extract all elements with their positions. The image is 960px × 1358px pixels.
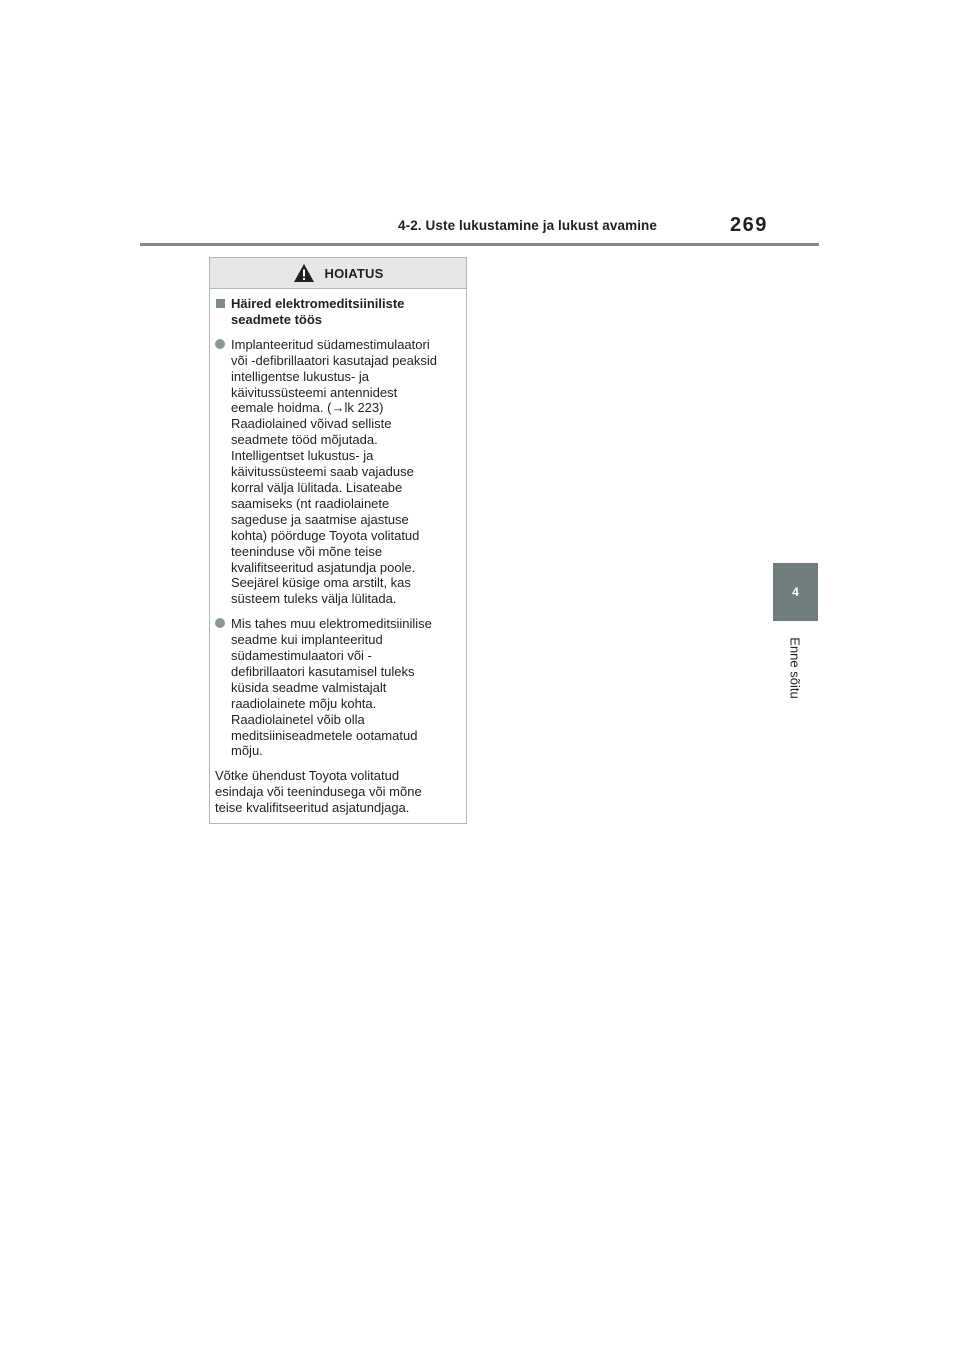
- header-rule: [140, 243, 819, 246]
- warning-body: [210, 289, 466, 816]
- chapter-title: Enne sõitu: [787, 637, 803, 699]
- chapter-tab: [773, 563, 818, 621]
- list-item: [215, 616, 460, 759]
- list-item-text: Mis tahes muu elektromeditsiinilise seadme kui implanteeritud südamestimulaatori või - defibrillaatori kasutamisel tuleks küsida seadme valmistajalt raadiolainete mõju kohta. Raadiolainetel võib olla meditsiiniseadmetele ootamatud mõju.: [231, 616, 432, 759]
- list-item-text: Implanteeritud südamestimulaatori või -defibrillaatori kasutajad peaksid intelligentse lukustus- ja käivitussüsteemi antennidest eemale hoidma. (→lk 223) Raadiolained võivad selliste seadmete tööd mõjutada. Intelligentset lukustus- ja käivitussüsteemi saab vajaduse korral välja lülitada. Lisateabe saamiseks (nt raadiolainete sageduse ja saatmise ajastuse kohta) pöörduge Toyota volitatud teeninduse või mõne teise kvalifitseeritud asjatundja poole. Seejärel küsige oma arstilt, kas süsteem tuleks välja lülitada.: [231, 336, 437, 607]
- warning-header: [210, 258, 466, 289]
- list-item: [215, 337, 460, 607]
- section-heading: [215, 296, 460, 328]
- circle-bullet-icon: [215, 618, 225, 628]
- page-number: 269: [730, 214, 768, 236]
- section-heading-text: Häired elektromeditsiiniliste seadmete töös: [231, 296, 405, 327]
- section-title: 4-2. Uste lukustamine ja lukust avamine: [398, 218, 657, 233]
- chapter-title-vertical: [770, 628, 820, 708]
- circle-bullet-icon: [215, 339, 225, 349]
- warning-triangle-icon: [293, 263, 315, 283]
- warning-box: [209, 257, 467, 824]
- chapter-number: 4: [792, 585, 799, 599]
- square-bullet-icon: [216, 299, 225, 308]
- warning-title: HOIATUS: [324, 265, 384, 281]
- closing-text: Võtke ühendust Toyota volitatud esindaja või teenindusega või mõne teise kvalifitseeritud asjatundjaga.: [215, 768, 422, 816]
